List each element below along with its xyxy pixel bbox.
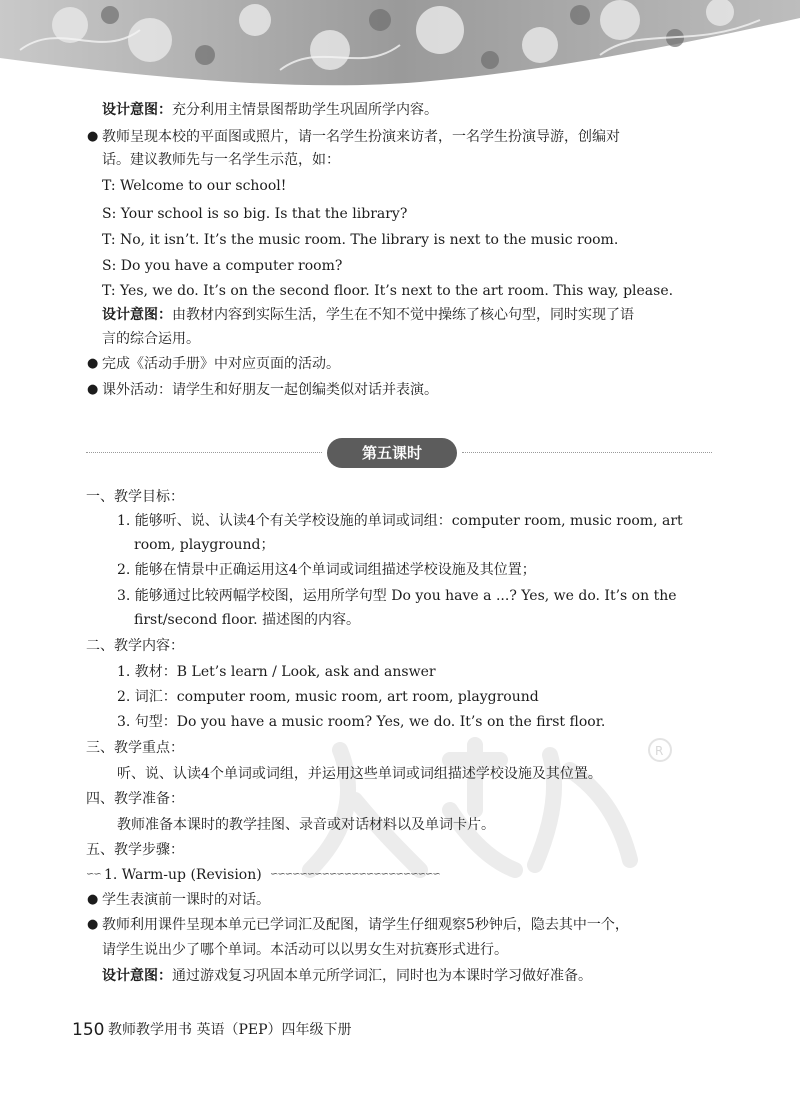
bullet-icon: ● xyxy=(87,129,99,144)
objectives-heading: 一、教学目标： xyxy=(86,489,184,505)
design-intent-text: 由教材内容到实际生活，学生在不知不觉中操练了核心句型，同时实现了语 xyxy=(172,307,634,323)
section-divider-right xyxy=(462,452,712,453)
bullet-text-continued: 请学生说出少了哪个单词。本活动可以以男女生对抗赛形式进行。 xyxy=(102,942,508,958)
bullet-icon: ● xyxy=(87,917,99,932)
preparation-heading: 四、教学准备： xyxy=(86,791,184,807)
dialogue-line: S: Do you have a computer room? xyxy=(102,258,343,274)
design-intent-text: 通过游戏复习巩固本单元所学词汇，同时也为本课时学习做好准备。 xyxy=(172,968,592,984)
bullet-text: 教师呈现本校的平面图或照片，请一名学生扮演来访者，一名学生扮演导游，创编对 xyxy=(102,129,620,145)
bullet-text-continued: 话。建议教师先与一名学生示范，如： xyxy=(102,152,340,168)
content-heading: 二、教学内容： xyxy=(86,638,184,654)
bullet-text: 课外活动：请学生和好朋友一起创编类似对话并表演。 xyxy=(102,382,438,398)
design-intent-label: 设计意图： xyxy=(102,307,172,323)
decorative-floral-banner xyxy=(0,0,800,92)
content-item: 1. 教材：B Let’s learn / Look, ask and answer xyxy=(117,664,436,680)
keypoints-heading: 三、教学重点： xyxy=(86,740,184,756)
preparation-text: 教师准备本课时的教学挂图、录音或对话材料以及单词卡片。 xyxy=(117,817,495,833)
dialogue-line: T: Yes, we do. It’s on the second floor. It’s next to the art room. This way, please. xyxy=(102,283,674,299)
dialogue-line: T: Welcome to our school! xyxy=(102,178,287,194)
dialogue-line: S: Your school is so big. Is that the library? xyxy=(102,206,408,222)
bullet-icon: ● xyxy=(87,892,99,907)
objective-item: 1. 能够听、说、认读4个有关学校设施的单词或词组：computer room, music room, art xyxy=(117,513,683,529)
page-number: 150 xyxy=(72,1020,105,1040)
wavy-rule-right: ∽∽∽∽∽∽∽∽∽∽∽∽∽∽∽∽∽∽∽∽∽∽∽ xyxy=(270,869,440,880)
step-warmup-title: 1. Warm-up (Revision) xyxy=(104,867,262,883)
objective-item-continued: room, playground； xyxy=(134,537,275,553)
bullet-text: 教师利用课件呈现本单元已学词汇及配图，请学生仔细观察5秒钟后，隐去其中一个， xyxy=(102,917,629,933)
book-title: 教师教学用书 英语（PEP）四年级下册 xyxy=(108,1022,352,1038)
bullet-text: 完成《活动手册》中对应页面的活动。 xyxy=(102,356,340,372)
design-intent-label: 设计意图： xyxy=(102,102,172,118)
wavy-rule-left: ∽∽ xyxy=(86,869,101,880)
section-divider-left xyxy=(86,452,322,453)
design-intent-text-continued: 言的综合运用。 xyxy=(102,331,200,347)
objective-item-continued: first/second floor. 描述图的内容。 xyxy=(134,612,360,628)
bullet-icon: ● xyxy=(87,356,99,371)
objective-item: 2. 能够在情景中正确运用这4个单词或词组描述学校设施及其位置； xyxy=(117,562,536,578)
steps-heading: 五、教学步骤： xyxy=(86,842,184,858)
dialogue-line: T: No, it isn’t. It’s the music room. The library is next to the music room. xyxy=(102,232,619,248)
content-item: 3. 句型：Do you have a music room? Yes, we do. It’s on the first floor. xyxy=(117,714,606,730)
section-header: 第五课时 xyxy=(327,438,457,468)
keypoints-text: 听、说、认读4个单词或词组，并运用这些单词或词组描述学校设施及其位置。 xyxy=(117,766,602,782)
content-item: 2. 词汇：computer room, music room, art room, playground xyxy=(117,689,539,705)
bullet-icon: ● xyxy=(87,382,99,397)
bullet-text: 学生表演前一课时的对话。 xyxy=(102,892,270,908)
design-intent-label: 设计意图： xyxy=(102,968,172,984)
objective-item: 3. 能够通过比较两幅学校图，运用所学句型 Do you have a ...? Yes, we do. It’s on the xyxy=(117,588,677,604)
svg-text:R: R xyxy=(655,744,664,758)
publisher-watermark xyxy=(300,730,680,880)
design-intent-text: 充分利用主情景图帮助学生巩固所学内容。 xyxy=(172,102,438,118)
